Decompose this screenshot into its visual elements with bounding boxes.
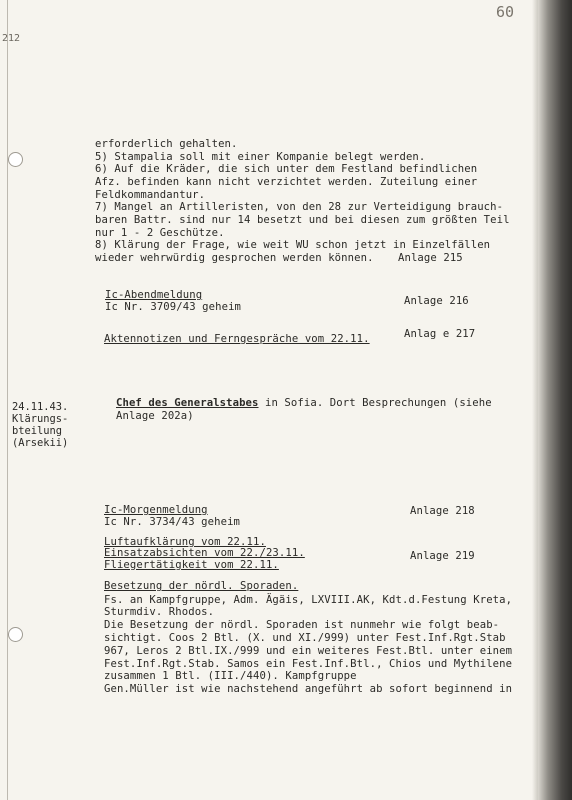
margin-note: 24.11.43. Klärungs- bteilung (Arsekii)	[12, 401, 69, 449]
text-line: Fest.Inf.Rgt.Stab. Samos ein Fest.Inf.Btl., Chios und Mythilene	[104, 658, 513, 670]
section-heading: Ic-Abendmeldung	[105, 289, 203, 301]
text-line: 6) Auf die Kräder, die sich unter dem Festland befindlichen	[95, 163, 478, 175]
section-heading: Ic-Morgenmeldung	[104, 504, 208, 516]
section-heading: Besetzung der nördl. Sporaden.	[104, 580, 299, 592]
anlage-reference: Anlage 216	[404, 295, 469, 307]
page-number: 60	[496, 3, 515, 21]
punch-hole	[8, 152, 23, 167]
text-line: Feldkommandantur.	[95, 189, 206, 201]
anlage-reference: Anlag e 217	[404, 328, 476, 340]
section-heading: Aktennotizen und Ferngespräche vom 22.11.	[104, 333, 370, 345]
anlage-reference: Anlage 215	[398, 252, 463, 264]
section-heading: Luftaufklärung vom 22.11.	[104, 536, 266, 548]
text-line: 5) Stampalia soll mit einer Kompanie belegt werden.	[95, 151, 426, 163]
anlage-reference: Anlage 218	[410, 505, 475, 517]
page-left-edge	[7, 0, 8, 800]
text-line: zusammen 1 Btl. (III./440). Kampfgruppe	[104, 670, 357, 682]
text-span: in Sofia. Dort Besprechungen (siehe	[258, 397, 492, 409]
section-heading: Einsatzabsichten vom 22./23.11.	[104, 547, 305, 559]
section-heading: Chef des Generalstabes	[116, 397, 259, 409]
text-line: 8) Klärung der Frage, wie weit WU schon jetzt in Einzelfällen	[95, 239, 491, 251]
punch-hole	[8, 627, 23, 642]
anlage-reference: Anlage 219	[410, 550, 475, 562]
text-line: Afz. befinden kann nicht verzichtet werden. Zuteilung einer	[95, 176, 478, 188]
text-line: Sturmdiv. Rhodos.	[104, 606, 215, 618]
text-line: sichtigt. Coos 2 Btl. (X. und XI./999) unter Fest.Inf.Rgt.Stab	[104, 632, 506, 644]
text-line: 967, Leros 2 Btl.IX./999 und ein weiteres Fest.Btl. unter einem	[104, 645, 513, 657]
text-line: Die Besetzung der nördl. Sporaden ist nunmehr wie folgt beab-	[104, 619, 500, 631]
corner-mark: 212	[2, 33, 21, 44]
text-line: nur 1 - 2 Geschütze.	[95, 227, 225, 239]
text-line: Ic Nr. 3734/43 geheim	[104, 516, 241, 528]
binding-edge	[538, 0, 572, 800]
chef-line	[116, 397, 492, 410]
text-line: 7) Mangel an Artilleristen, von den 28 zur Verteidigung brauch-	[95, 201, 504, 213]
text-line: erforderlich gehalten.	[95, 138, 238, 150]
text-line: Ic Nr. 3709/43 geheim	[105, 301, 242, 313]
text-line: baren Battr. sind nur 14 besetzt und bei diesen zum größten Teil	[95, 214, 510, 226]
text-line: Gen.Müller ist wie nachstehend angeführt ab sofort beginnend in	[104, 683, 513, 695]
text-line: Fs. an Kampfgruppe, Adm. Ägäis, LXVIII.AK, Kdt.d.Festung Kreta,	[104, 594, 513, 606]
text-line: Anlage 202a)	[116, 410, 194, 422]
text-line: wieder wehrwürdig gesprochen werden können.	[95, 252, 374, 264]
section-heading: Fliegertätigkeit vom 22.11.	[104, 559, 279, 571]
